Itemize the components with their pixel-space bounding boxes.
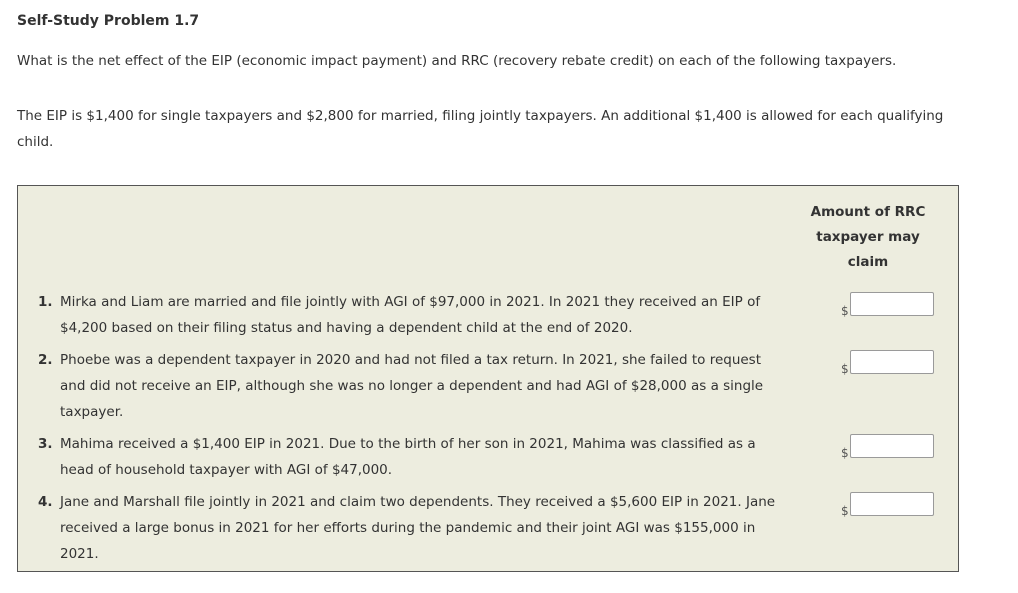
rrc-amount-input-1[interactable] xyxy=(850,292,934,316)
item-number: 3. xyxy=(38,436,53,452)
rrc-amount-input-2[interactable] xyxy=(850,350,934,374)
problem-question: What is the net effect of the EIP (economic impact payment) and RRC (recovery rebate credit) on each of the following taxpayers. xyxy=(17,53,897,69)
currency-symbol: $ xyxy=(841,446,849,460)
rrc-amount-input-3[interactable] xyxy=(850,434,934,458)
currency-symbol: $ xyxy=(841,504,849,518)
item-text: Mahima received a $1,400 EIP in 2021. Due to the birth of her son in 2021, Mahima was classified as a head of household taxpayer with AGI of $47,000. xyxy=(60,436,756,478)
rrc-amount-input-4[interactable] xyxy=(850,492,934,516)
item-text: Jane and Marshall file jointly in 2021 and claim two dependents. They received a $5,600 EIP in 2021. Jane received a large bonus in 2021 for her efforts during the pandemic and their joint AGI was $155,000 in 2021. xyxy=(60,494,776,562)
item-number: 4. xyxy=(38,494,53,510)
list-item-4 xyxy=(38,489,778,567)
answer-row-1 xyxy=(841,290,934,316)
answer-row-3 xyxy=(841,432,934,458)
item-number: 1. xyxy=(38,294,53,310)
problem-table xyxy=(17,185,959,572)
item-text: Mirka and Liam are married and file jointly with AGI of $97,000 in 2021. In 2021 they received an EIP of $4,200 based on their filing status and having a dependent child at the end of 2020. xyxy=(60,294,761,336)
column-header-rrc-amount: Amount of RRC taxpayer may claim xyxy=(810,204,926,270)
item-number: 2. xyxy=(38,352,53,368)
currency-symbol: $ xyxy=(841,362,849,376)
list-item-2 xyxy=(38,347,778,425)
currency-symbol: $ xyxy=(841,304,849,318)
list-item-3 xyxy=(38,431,778,483)
problem-info: The EIP is $1,400 for single taxpayers and $2,800 for married, filing jointly taxpayers. An additional $1,400 is allowed for each qualifying child. xyxy=(17,108,944,150)
item-text: Phoebe was a dependent taxpayer in 2020 and had not filed a tax return. In 2021, she failed to request and did not receive an EIP, although she was no longer a dependent and had AGI of $28,000 as a single taxpayer. xyxy=(60,352,764,420)
problem-title: Self-Study Problem 1.7 xyxy=(17,13,200,29)
answer-row-4 xyxy=(841,490,934,516)
answer-row-2 xyxy=(841,348,934,374)
list-item-1 xyxy=(38,289,778,341)
